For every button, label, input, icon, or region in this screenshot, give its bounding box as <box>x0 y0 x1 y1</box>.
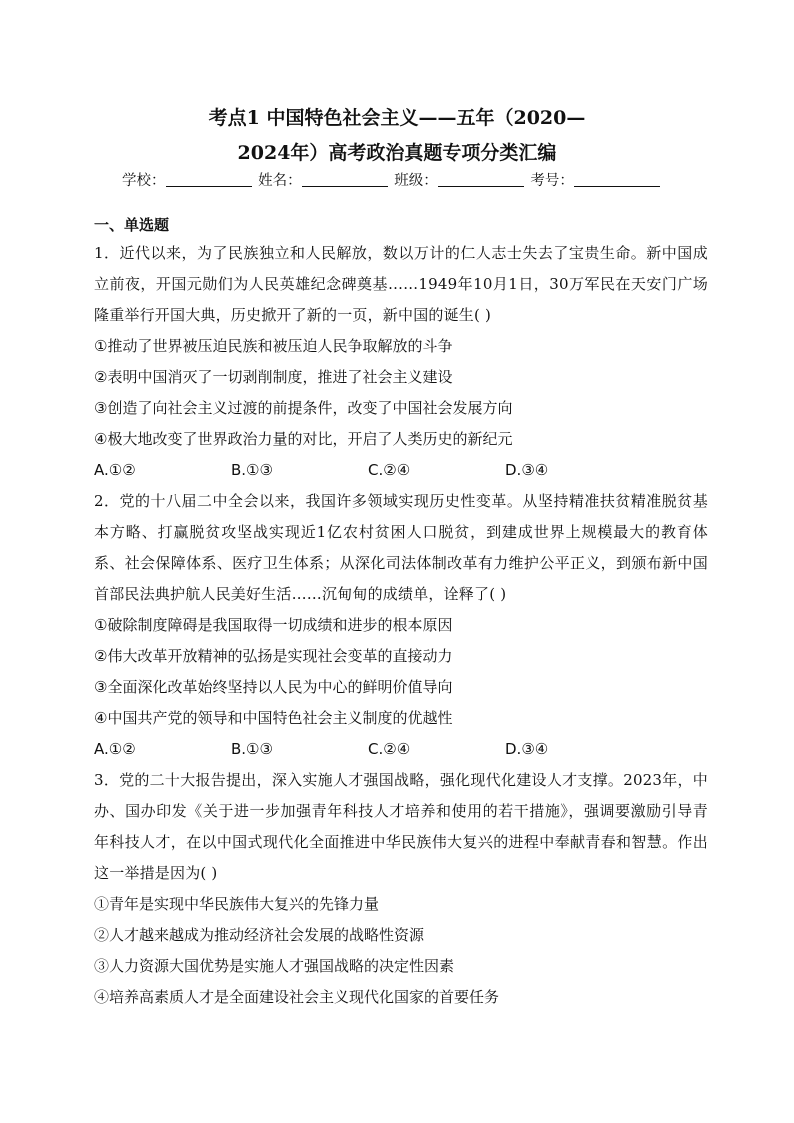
statement-option: ②伟大改革开放精神的弘扬是实现社会变革的直接动力 <box>94 647 453 665</box>
choice-c[interactable]: C.②④ <box>368 740 411 758</box>
question-2 <box>94 486 708 765</box>
statement-option: ④中国共产党的领导和中国特色社会主义制度的优越性 <box>94 709 453 727</box>
statement-option: ③人力资源大国优势是实施人才强国战略的决定性因素 <box>94 957 455 975</box>
document-title-line-2: 2024年）高考政治真题专项分类汇编 <box>237 142 557 164</box>
student-info-row <box>122 171 682 191</box>
answer-choices <box>94 455 708 486</box>
statement-option: ①推动了世界被压迫民族和被压迫人民争取解放的斗争 <box>94 337 453 355</box>
question-1 <box>94 238 708 486</box>
question-3 <box>94 765 708 1013</box>
statement-option: ④培养高素质人才是全面建设社会主义现代化国家的首要任务 <box>94 988 500 1006</box>
document-title-line-1: 考点1 中国特色社会主义——五年（2020— <box>208 107 586 129</box>
question-stem: 3．党的二十大报告提出，深入实施人才强国战略，强化现代化建设人才支撑。2023年，中办、国办印发《关于进一步加强青年科技人才培养和使用的若干措施》，强调要激励引导青年科技人才，在以中国式现代化全面推进中华民族伟大复兴的进程中奉献青春和智慧。作出这一举措是因为( ) <box>94 771 708 882</box>
answer-choices <box>94 734 708 765</box>
exam-number-label: 考号： <box>530 173 574 189</box>
choice-d[interactable]: D.③④ <box>505 461 549 479</box>
statement-option: ③全面深化改革始终坚持以人民为中心的鲜明价值导向 <box>94 678 453 696</box>
choice-d[interactable]: D.③④ <box>505 740 549 758</box>
school-blank[interactable] <box>166 172 252 187</box>
statement-option: ②人才越来越成为推动经济社会发展的战略性资源 <box>94 926 425 944</box>
section-title: 一、单选题 <box>94 216 170 234</box>
class-blank[interactable] <box>438 172 524 187</box>
choice-a[interactable]: A.①② <box>94 740 136 758</box>
choice-b[interactable]: B.①③ <box>231 461 273 479</box>
statement-option: ①青年是实现中华民族伟大复兴的先锋力量 <box>94 895 380 913</box>
statement-option: ②表明中国消灭了一切剥削制度，推进了社会主义建设 <box>94 368 453 386</box>
questions-list <box>94 238 708 1013</box>
question-stem: 1．近代以来，为了民族独立和人民解放，数以万计的仁人志士失去了宝贵生命。新中国成立前夜，开国元勋们为人民英雄纪念碑奠基……1949年10月1日，30万军民在天安门广场隆重举行开国大典，历史掀开了新的一页，新中国的诞生( ) <box>94 244 708 324</box>
choice-b[interactable]: B.①③ <box>231 740 273 758</box>
question-stem: 2．党的十八届二中全会以来，我国许多领域实现历史性变革。从坚持精准扶贫精准脱贫基本方略、打赢脱贫攻坚战实现近1亿农村贫困人口脱贫，到建成世界上规模最大的教育体系、社会保障体系、医疗卫生体系；从深化司法体制改革有力维护公平正义，到颁布新中国首部民法典护航人民美好生活……沉甸甸的成绩单，诠释了( ) <box>94 492 708 603</box>
statement-option: ④极大地改变了世界政治力量的对比，开启了人类历史的新纪元 <box>94 430 513 448</box>
statement-option: ③创造了向社会主义过渡的前提条件，改变了中国社会发展方向 <box>94 399 513 417</box>
choice-a[interactable]: A.①② <box>94 461 136 479</box>
name-label: 姓名： <box>258 173 302 189</box>
choice-c[interactable]: C.②④ <box>368 461 411 479</box>
name-blank[interactable] <box>302 172 388 187</box>
class-label: 班级： <box>394 173 438 189</box>
statement-option: ①破除制度障碍是我国取得一切成绩和进步的根本原因 <box>94 616 453 634</box>
school-label: 学校： <box>122 173 166 189</box>
exam-number-blank[interactable] <box>574 172 660 187</box>
